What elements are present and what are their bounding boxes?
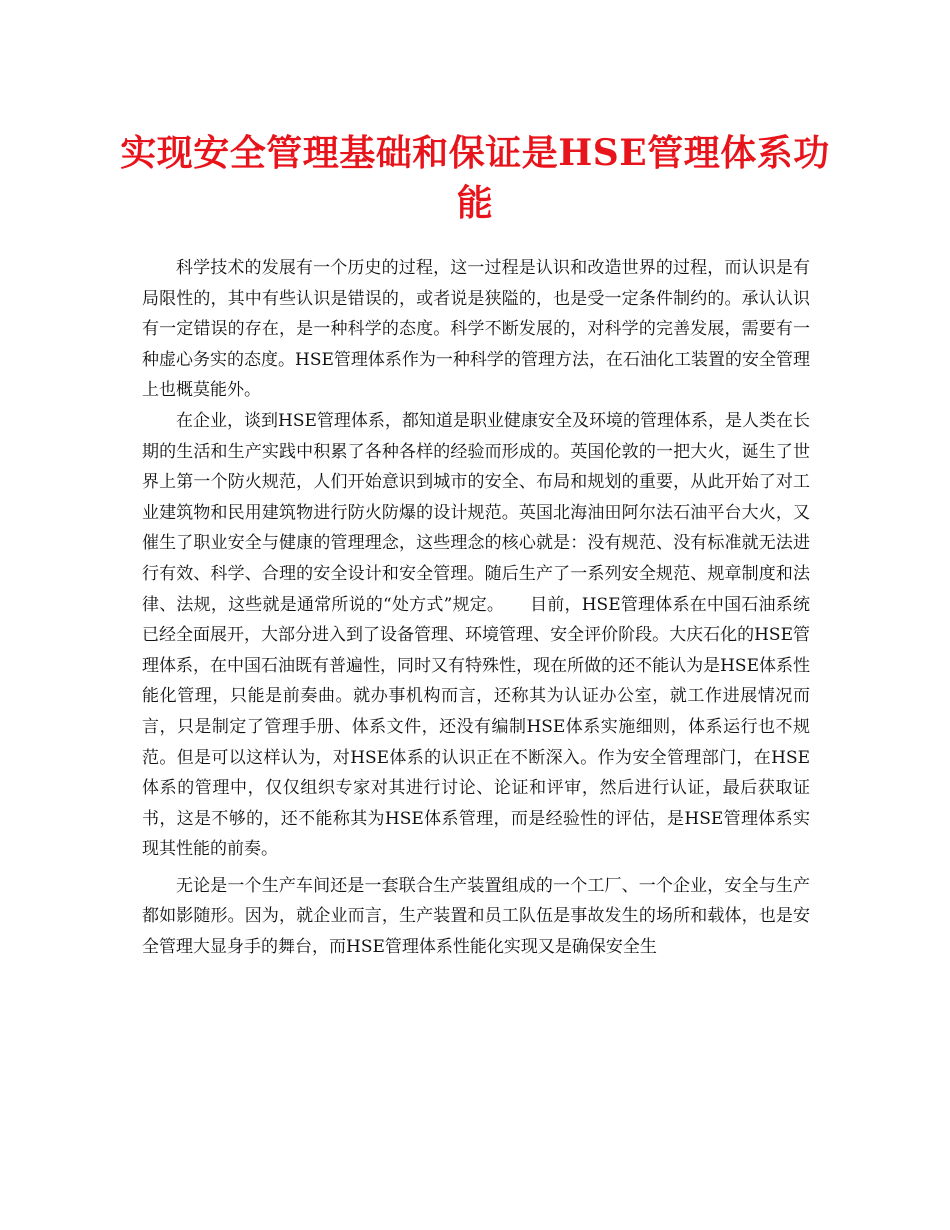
- document-title: 实现安全管理基础和保证是HSE管理体系功能: [120, 132, 830, 224]
- paragraph-1: 科学技术的发展有一个历史的过程，这一过程是认识和改造世界的过程，而认识是有局限性的，其中有些认识是错误的，或者说是狭隘的，也是受一定条件制约的。承认认识有一定错误的存在，是一种科学的态度。科学不断发展的，对科学的完善发展，需要有一种虚心务实的态度。HSE管理体系作为一种科学的管理方法，在石油化工装置的安全管理上也概莫能外。: [142, 258, 810, 401]
- paragraph-3: 无论是一个生产车间还是一套联合生产装置组成的一个工厂、一个企业，安全与生产都如影随形。因为，就企业而言，生产装置和员工队伍是事故发生的场所和载体，也是安全管理大显身手的舞台，而HSE管理体系性能化实现又是确保安全生: [142, 875, 810, 958]
- document-body: [142, 253, 810, 963]
- paragraph-2: 在企业，谈到HSE管理体系，都知道是职业健康安全及环境的管理体系，是人类在长期的生活和生产实践中积累了各种各样的经验而形成的。英国伦敦的一把大火，诞生了世界上第一个防火规范，人们开始意识到城市的安全、布局和规划的重要，从此开始了对工业建筑物和民用建筑物进行防火防爆的设计规范。英国北海油田阿尔法石油平台大火，又催生了职业安全与健康的管理理念，这些理念的核心就是：没有规范、没有标准就无法进行有效、科学、合理的安全设计和安全管理。随后生产了一系列安全规范、规章制度和法律、法规，这些就是通常所说的“处方式”规定。 目前，HSE管理体系在中国石油系统已经全面展开，大部分进入到了设备管理、环境管理、安全评价阶段。大庆石化的HSE管理体系，在中国石油既有普遍性，同时又有特殊性，现在所做的还不能认为是HSE体系性能化管理，只能是前奏曲。就办事机构而言，还称其为认证办公室，就工作进展情况而言，只是制定了管理手册、体系文件，还没有编制HSE体系实施细则，体系运行也不规范。但是可以这样认为，对HSE体系的认识正在不断深入。作为安全管理部门，在HSE体系的管理中，仅仅组织专家对其进行讨论、论证和评审，然后进行认证，最后获取证书，这是不够的，还不能称其为HSE体系管理，而是经验性的评估，是HSE管理体系实现其性能的前奏。: [142, 410, 810, 860]
